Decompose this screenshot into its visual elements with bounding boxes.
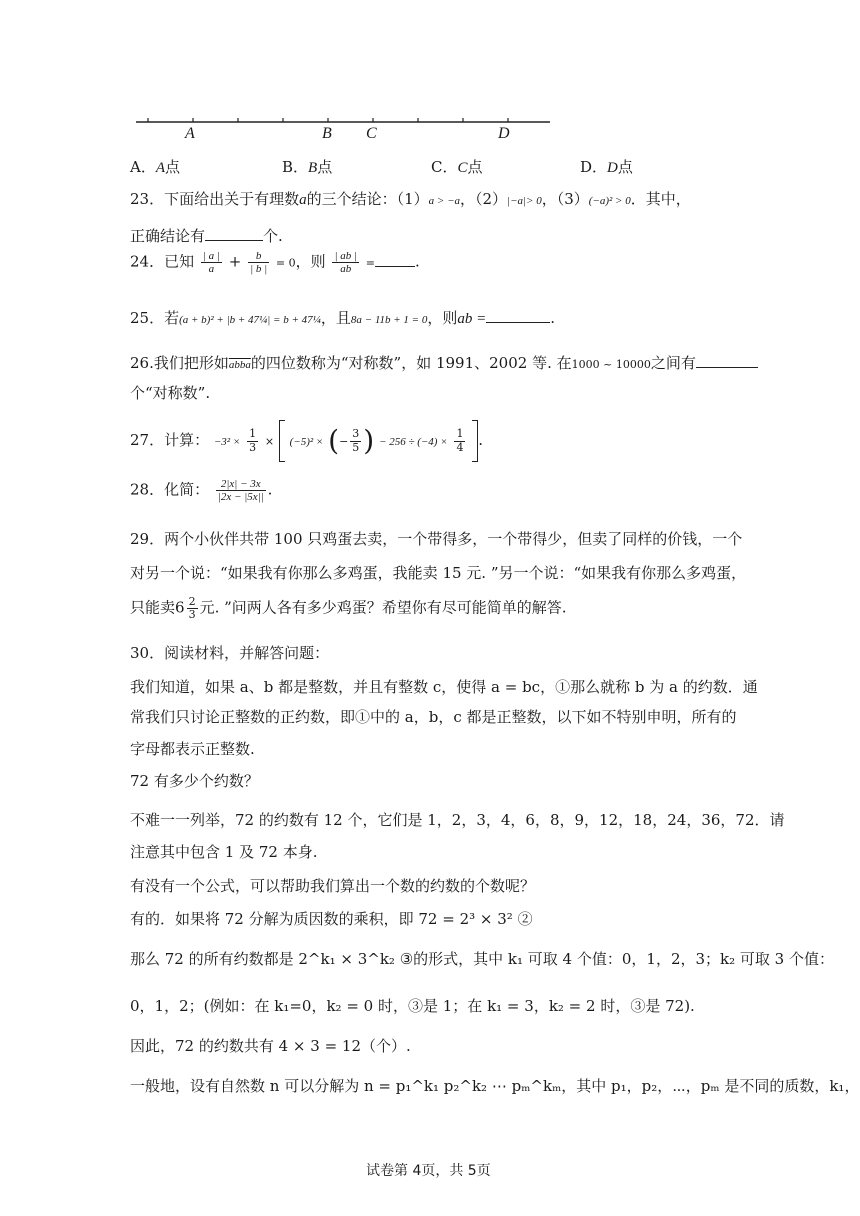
q30-p1-l3: 字母都表示正整数. [130, 740, 255, 758]
point-d-label: D [498, 125, 510, 142]
q22-option-b: B．B点 [282, 158, 333, 176]
q23-line1: 23．下面给出关于有理数a的三个结论：（1）a > −a，（2）|−a|> 0，（3）(−a)² > 0．其中， [130, 190, 691, 208]
q27-line: 27．计算： −3² × $\frac{1}{3}$ × (−5)² × (− $\frac{3}{5}$ ) − 256 ÷ (−4) × $\frac{1}{4}$ . [130, 420, 483, 462]
q22-option-a: A．A点 [130, 158, 181, 176]
q27-fraction-3: $\frac{1}{4}$ [456, 427, 464, 454]
q30-title: 30．阅读材料，并解答问题： [130, 644, 330, 662]
q28-fraction: $\frac{2|x| - 3x}{|2x - |5x||}$ [217, 478, 264, 504]
q26-line2: 个“对称数”. [130, 384, 211, 402]
q30-p7: 一般地，设有自然数 n 可以分解为 n = p₁^k₁ p₂^k₂ ⋯ pₘ^kₘ，其中 p₁，p₂，⋯，pₘ 是不同的质数，k₁， [130, 1077, 860, 1095]
q24-answer-blank[interactable] [375, 252, 415, 267]
q30-p5-l1: 那么 72 的所有约数都是 2^k₁ × 3^k₂ ③的形式，其中 k₁ 可取 4 个值：0，1，2，3；k₂ 可取 3 个值： [130, 950, 834, 968]
q30-p4: 有的．如果将 72 分解为质因数的乘积，即 72 = 2³ × 3² ② [130, 910, 533, 928]
q26-line1: 26.我们把形如abba的四位数称为“对称数”，如 1991、2002 等. 在1000 ~ 10000之间有 [130, 353, 758, 372]
q25-line: 25．若(a + b)² + |b + 47¼| = b + 47¼，且8a − 11b + 1 = 0，则ab = . [130, 309, 556, 327]
q30-p2-l2: 注意其中包含 1 及 72 本身. [130, 843, 318, 861]
q30-p6: 因此，72 的约数共有 4 × 3 = 12（个）. [130, 1037, 411, 1055]
q28-line: 28．化简： $\frac{2|x| - 3x}{|2x - |5x||}$ . [130, 478, 273, 504]
q24-fraction-2: $\frac{b}{| b |}$ [250, 250, 268, 276]
q24-fraction-3: $\frac{| ab |}{ab}$ [334, 250, 357, 276]
q30-question: 72 有多少个约数？ [130, 772, 259, 790]
q29-line1: 29．两个小伙伴共带 100 只鸡蛋去卖，一个带得多，一个带得少，但卖了同样的价钱，一个 [130, 530, 743, 548]
q29-fraction: $\frac{2}{3}$ [188, 595, 196, 622]
q22-option-c: C．C点 [431, 158, 483, 176]
q24-fraction-1: $\frac{| a |}{a}$ [202, 250, 220, 276]
q26-answer-blank[interactable] [696, 353, 758, 368]
q30-p1-l1: 我们知道，如果 a、b 都是整数，并且有整数 c，使得 a = bc，①那么就称 b 为 a 的约数．通 [130, 678, 758, 696]
q25-answer-blank[interactable] [486, 308, 550, 323]
q29-line2: 对另一个说：“如果我有你那么多鸡蛋，我能卖 15 元. ”另一个说：“如果我有你那么多鸡蛋， [130, 564, 747, 582]
q24-line: 24．已知 $\frac{| a |}{a}$ + $\frac{b}{| b |}$ = 0，则 $\frac{| ab |}{ab}$ = . [130, 250, 420, 276]
q30-p5-l2: 0，1，2；(例如：在 k₁=0，k₂ = 0 时，③是 1；在 k₁ = 3，k₂ = 2 时，③是 72). [130, 997, 695, 1015]
q27-fraction-1: $\frac{1}{3}$ [249, 427, 257, 454]
q27-fraction-2: $\frac{3}{5}$ [352, 427, 360, 454]
q23-answer-blank[interactable] [205, 226, 263, 241]
point-a-label: A [185, 125, 195, 142]
q22-option-d: D．D点 [580, 158, 633, 176]
q30-p1-l2: 常我们只讨论正整数的正约数，即①中的 a，b，c 都是正整数，以下如不特别申明，所有的 [130, 708, 737, 726]
point-c-label: C [366, 125, 377, 142]
point-b-label: B [322, 125, 332, 142]
q30-p2-l1: 不难一一列举，72 的约数有 12 个，它们是 1，2，3，4，6，8，9，12，18，24，36，72．请 [130, 811, 785, 829]
page-footer: 试卷第 4页，共 5页 [366, 1163, 491, 1179]
q23-line2: 正确结论有 个. [130, 227, 283, 245]
q30-p3: 有没有一个公式，可以帮助我们算出一个数的约数的个数呢？ [130, 877, 536, 895]
q29-line3: 只能卖6 $\frac{2}{3}$ 元. ”问两人各有多少鸡蛋？希望你有尽可能简单的解答. [130, 595, 567, 622]
